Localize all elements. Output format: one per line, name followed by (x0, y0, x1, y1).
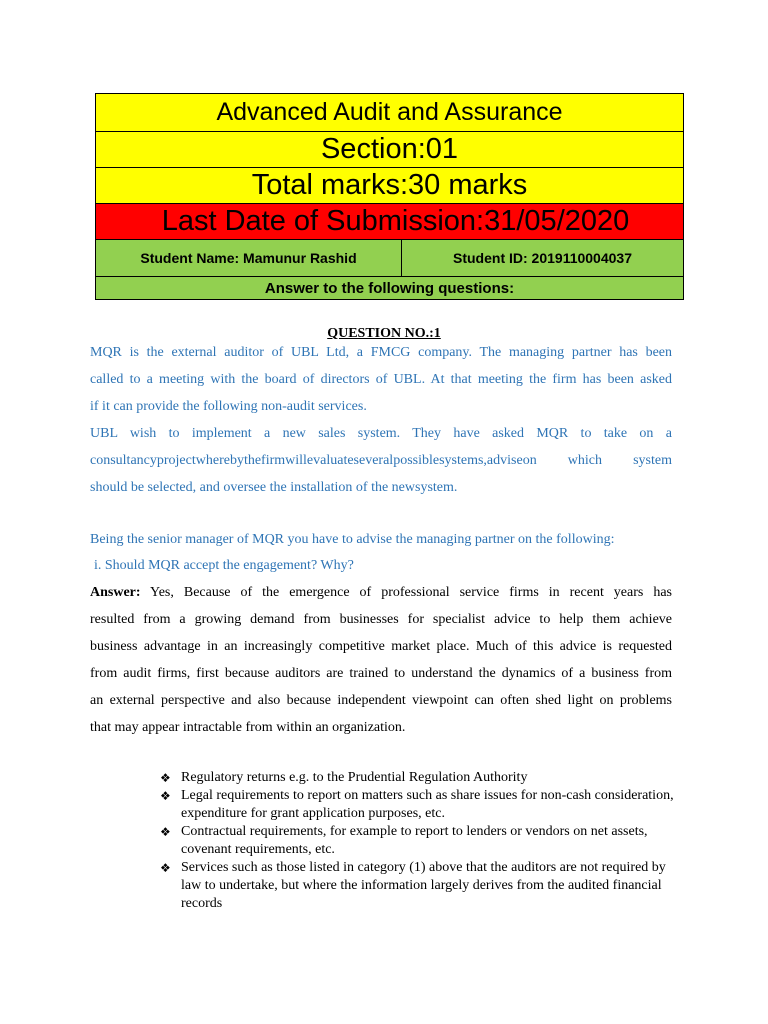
submission-date: Last Date of Submission:31/05/2020 (161, 205, 630, 237)
answer-line: Yes, Because of the emergence of professional service firms in recent years has (140, 585, 672, 600)
diamond-bullet-icon: ❖ (160, 789, 171, 803)
diamond-bullet-icon: ❖ (160, 771, 171, 785)
student-name: Student Name: Mamunur Rashid (96, 240, 402, 277)
intro-line: if it can provide the following non-audit services. (90, 399, 367, 414)
answer-line: business advantage in an increasingly competitive market place. Much of this advice is requested (90, 639, 672, 654)
instruction: Answer to the following questions: (96, 277, 684, 300)
scenario-line: consultancyprojectwherebythefirmwillevaluateseveralpossiblesystems,adviseon which system (90, 453, 672, 468)
list-item-text: Services such as those listed in category (1) above that the auditors are not required by law to undertake, but where the information largely derives from the audited financial records (181, 860, 666, 911)
total-marks: Total marks:30 marks (96, 168, 684, 204)
diamond-bullet-icon: ❖ (160, 825, 171, 839)
list-item (160, 769, 680, 787)
answer-line: an external perspective and also because independent viewpoint can often shed light on problems (90, 693, 672, 708)
list-item-text: Regulatory returns e.g. to the Prudential Regulation Authority (181, 770, 528, 785)
subquestion-text: i. Should MQR accept the engagement? Why? (94, 558, 354, 573)
question-intro (90, 339, 672, 501)
answer-label: Answer: (90, 585, 141, 600)
question-title: QUESTION NO.:1 (327, 326, 441, 341)
intro-line: called to a meeting with the board of directors of UBL. At that meeting the firm has been asked (90, 372, 672, 387)
bullet-list (160, 769, 680, 913)
course-title: Advanced Audit and Assurance (96, 94, 684, 132)
list-item-text: Legal requirements to report on matters such as share issues for non-cash consideration, expenditure for grant application purposes, etc. (181, 788, 674, 821)
answer-line: that may appear intractable from within an organization. (90, 720, 406, 735)
scenario-line: UBL wish to implement a new sales system. They have asked MQR to take on a (90, 426, 672, 441)
header-table (95, 93, 684, 300)
answer-line: from audit firms, first because auditors are trained to understand the dynamics of a business from (90, 666, 672, 681)
task-block (90, 527, 672, 579)
intro-line: MQR is the external auditor of UBL Ltd, a FMCG company. The managing partner has been (90, 345, 672, 360)
answer-line-first (90, 579, 672, 606)
diamond-bullet-icon: ❖ (160, 861, 171, 875)
list-item (160, 859, 680, 913)
list-item (160, 823, 680, 859)
list-item (160, 787, 680, 823)
answer-block (90, 579, 672, 741)
scenario-line: should be selected, and oversee the installation of the newsystem. (90, 480, 458, 495)
student-id: Student ID: 2019110004037 (402, 240, 684, 277)
submission-date-cell (96, 204, 684, 240)
task-text: Being the senior manager of MQR you have to advise the managing partner on the following: (90, 532, 615, 547)
section-label: Section:01 (96, 132, 684, 168)
list-item-text: Contractual requirements, for example to report to lenders or vendors on net assets, covenant requirements, etc. (181, 824, 648, 857)
answer-line: resulted from a growing demand from businesses for specialist advice to help them achieve (90, 612, 672, 627)
